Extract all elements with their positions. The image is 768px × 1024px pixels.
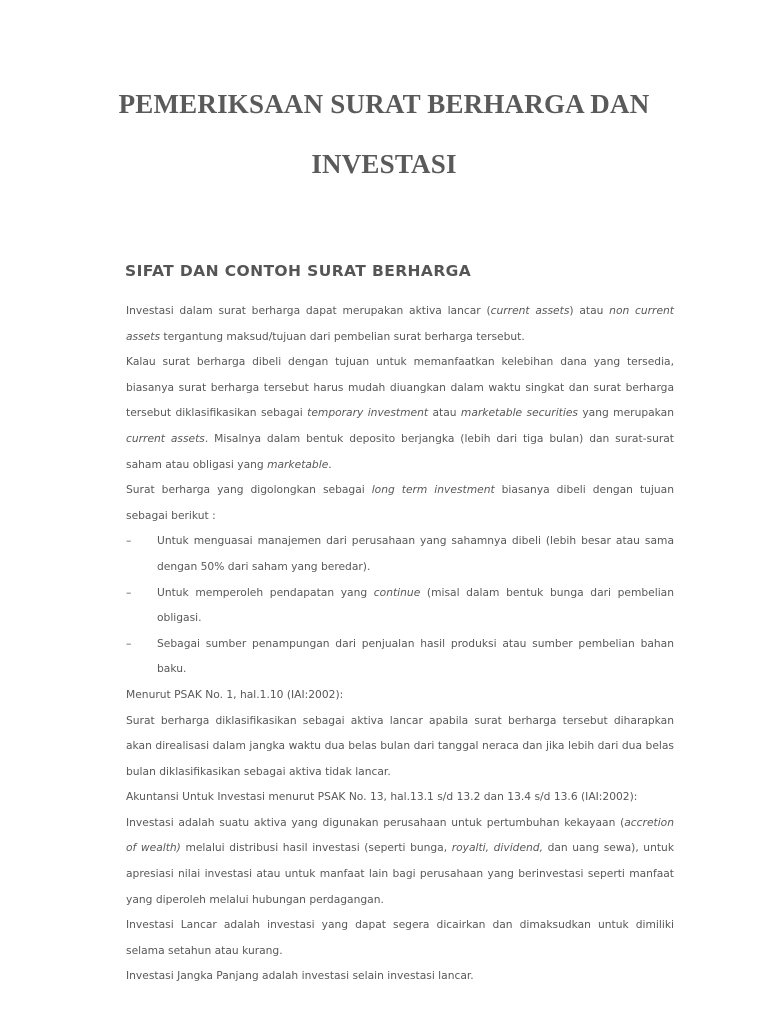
paragraph-text: . [328, 457, 332, 471]
bullet-text: Untuk memperoleh pendapatan yang [157, 585, 374, 599]
document-body [126, 298, 674, 989]
paragraph-5: Surat berharga diklasifikasikan sebagai aktiva lancar apabila surat berharga tersebut diharapkan akan direalisasi dalam jangka waktu dua belas bulan dari tanggal neraca dan jika lebih dari dua belas bulan diklasifikasikan sebagai aktiva tidak lancar. [126, 713, 674, 778]
paragraph-9: Investasi Jangka Panjang adalah investasi selain investasi lancar. [126, 969, 474, 983]
paragraph-text: melalui distribusi hasil investasi (seperti bunga, [180, 841, 452, 855]
paragraph-4: Menurut PSAK No. 1, hal.1.10 (IAI:2002): [126, 687, 344, 701]
italic-term: marketable [267, 457, 329, 471]
document-title-line-1: PEMERIKSAAN SURAT BERHARGA DAN [118, 89, 650, 119]
paragraph-text: Kalau surat berharga dibeli dengan tujuan untuk memanfaatkan kelebihan dana yang tersedia, biasanya surat berharga tersebut harus mudah diuangkan dalam waktu singkat dan surat berharga tersebut diklasifikasikan sebagai [126, 355, 674, 420]
italic-term: royalti, dividend, [451, 841, 543, 855]
bullet-item-1 [126, 528, 674, 579]
paragraph-text: Surat berharga yang digolongkan sebagai [126, 483, 372, 497]
dash-bullet-icon: – [126, 636, 132, 650]
italic-term: accretion of wealth) [126, 815, 674, 855]
paragraph-text: Investasi dalam surat berharga dapat merupakan aktiva lancar ( [126, 304, 491, 317]
paragraph-2 [126, 349, 674, 477]
paragraph-text: ) atau [569, 304, 610, 317]
italic-term: continue [373, 585, 421, 599]
paragraph-text: atau [428, 406, 461, 420]
italic-term: long term investment [371, 483, 495, 497]
italic-term: current assets [126, 431, 205, 445]
document-title-line-2: INVESTASI [311, 149, 457, 179]
paragraph-8: Investasi Lancar adalah investasi yang dapat segera dicairkan dan dimaksudkan untuk dimiliki selama setahun atau kurang. [126, 918, 674, 957]
paragraph-text: biasanya dibeli dengan tujuan sebagai berikut : [126, 483, 674, 522]
paragraph-1 [126, 298, 674, 349]
bullet-text: Sebagai sumber penampungan dari penjualan hasil produksi atau sumber pembelian bahan baku. [157, 636, 674, 676]
italic-term: marketable securities [460, 406, 578, 420]
paragraph-text: dan uang sewa), untuk apresiasi nilai investasi atau untuk manfaat lain bagi perusahaan yang berinvestasi seperti manfaat yang diperoleh melalui hubungan perdagangan. [126, 841, 675, 906]
bullet-item-3 [126, 631, 674, 682]
paragraph-text: Investasi adalah suatu aktiva yang digunakan perusahaan untuk pertumbuhan kekayaan ( [126, 815, 625, 829]
italic-term: current assets [490, 304, 570, 317]
paragraph-7 [126, 810, 674, 912]
italic-term: non current assets [126, 304, 674, 343]
italic-term: temporary investment [307, 406, 429, 420]
paragraph-6: Akuntansi Untuk Investasi menurut PSAK No. 13, hal.13.1 s/d 13.2 dan 13.4 s/d 13.6 (IAI:2002): [126, 790, 638, 804]
bullet-text: (misal dalam bentuk bunga dari pembelian obligasi. [157, 585, 674, 625]
section-heading: SIFAT DAN CONTOH SURAT BERHARGA [125, 262, 472, 280]
bullet-item-2 [126, 580, 674, 631]
paragraph-text: yang merupakan [577, 406, 674, 420]
dash-bullet-icon: – [126, 534, 132, 548]
bullet-text: Untuk menguasai manajemen dari perusahaan yang sahamnya dibeli (lebih besar atau sama dengan 50% dari saham yang beredar). [157, 534, 674, 573]
paragraph-3 [126, 477, 674, 528]
paragraph-text: tergantung maksud/tujuan dari pembelian surat berharga tersebut. [160, 329, 525, 343]
paragraph-text: . Misalnya dalam bentuk deposito berjangka (lebih dari tiga bulan) dan surat-surat saham atau obligasi yang [126, 431, 674, 471]
dash-bullet-icon: – [126, 585, 132, 599]
